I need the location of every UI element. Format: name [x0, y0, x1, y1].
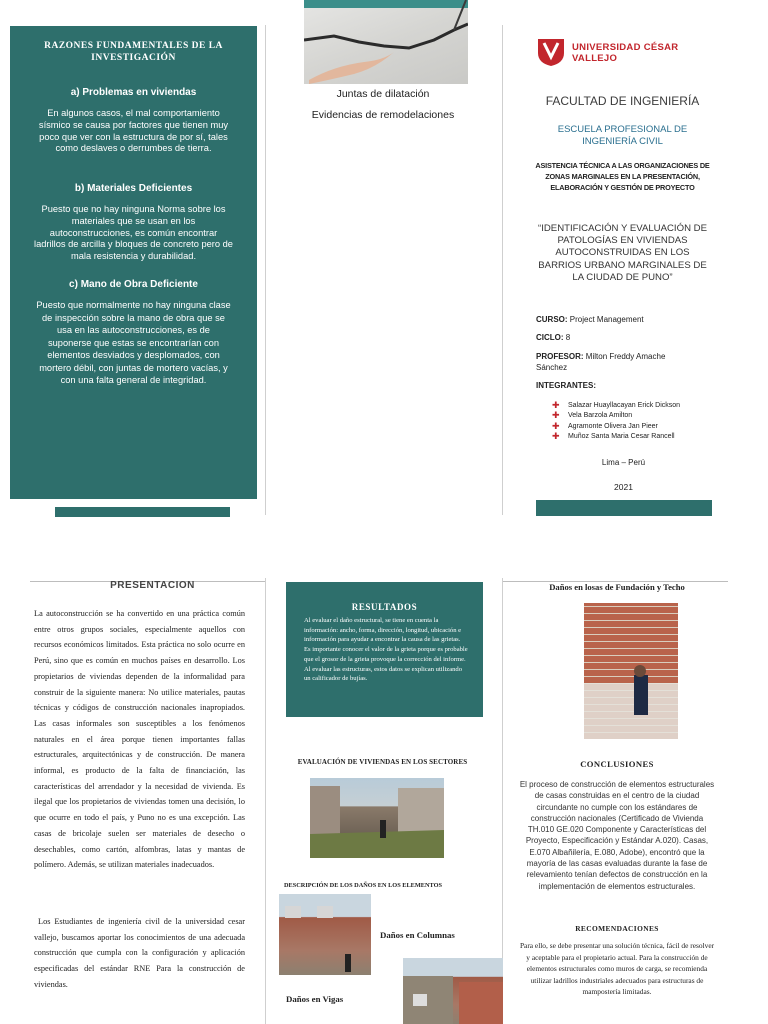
- section-body: Puesto que normalmente no hay ninguna clase de inspección sobre la mano de obra que se usa en las autoconstrucciones, es de suponerse que estas se encontrarían con elementos desviados y desplomados, con mortero débil, con juntas de mortero vacías, y con una falta general de integridad.: [36, 300, 231, 385]
- results-body: Al evaluar el daño estructural, se tiene en cuenta la información: ancho, forma, dirección, longitud, ubicación e información para ayudar a encontrar la causa de las grietas. Es importante conocer el valor de la grieta porque es probable que el grosor de la grieta provoque la corrección del informe. Al evaluar las estructuras, estos datos se explican utilizando un calificador de bujías.: [304, 617, 468, 683]
- university-name: UNIVERSIDAD CÉSAR VALLEJO: [572, 42, 679, 64]
- assistance-text: ASISTENCIA TÉCNICA A LAS ORGANIZACIONES DE ZONAS MARGINALES EN LA PRESENTACIÓN, ELABORACIÓN Y GESTIÓN DE PROYECTO: [535, 161, 710, 192]
- professor-label: PROFESOR:: [536, 352, 584, 361]
- results-title: RESULTADOS: [351, 602, 418, 612]
- members-label: INTEGRANTES:: [536, 381, 596, 390]
- beams-label: Daños en Vigas: [286, 994, 344, 1004]
- bullet-icon: ✚: [552, 400, 560, 411]
- school-name: ESCUELA PROFESIONAL DE INGENIERÍA CIVIL: [557, 124, 688, 147]
- course-value: Project Management: [569, 315, 644, 324]
- results-box: [286, 582, 483, 717]
- cycle-value: 8: [565, 333, 571, 342]
- project-title: “IDENTIFICACIÓN Y EVALUACIÓN DE PATOLOGÍAS EN VIVIENDAS AUTOCONSTRUIDAS EN LOS BARRIOS URBANO MARGINALES DE LA CIUDAD DE PUNO”: [538, 223, 707, 283]
- reasons-footer-bar: [55, 507, 230, 517]
- list-item: ✚ Muñoz Santa Maria Cesar Rancell: [552, 431, 675, 442]
- recommendations-title: RECOMENDACIONES: [575, 924, 659, 933]
- section-body: En algunos casos, el mal comportamiento sísmico se causa por factores que tienen muy poco que ver con la estructura de por sí, tales como deslaves o derrumbes de tierra.: [38, 108, 229, 154]
- caption-expansion-joints: Juntas de dilatación: [336, 88, 430, 100]
- university-logo: [536, 37, 566, 67]
- cycle-label: CICLO:: [536, 333, 564, 342]
- reasons-title: RAZONES FUNDAMENTALES DE LA INVESTIGACIÓN: [44, 41, 223, 63]
- course-label: CURSO:: [536, 315, 568, 324]
- columns-photo: [279, 894, 371, 975]
- professor-value: Milton Freddy Amache Sánchez: [536, 352, 666, 372]
- section-heading: c) Mano de Obra Deficiente: [69, 279, 198, 290]
- conclusions-body: El proceso de construcción de elementos estructurales de casas construidas en el centro de la ciudad circundante no cumple con los estándares de construcción nacionales (Certificado de Vivienda TH.010 GE.020 Componente y Características del Proyecto, Especificación y Estándar A.020). Casas, E.070 Albañilería, E.080, Adobe), encontró que la mayoría de las casas evaluadas durante la fase de relevamiento tenían defectos de construcción en la implementación de elementos estructurales.: [519, 780, 715, 891]
- recommendations-body: Para ello, se debe presentar una solución técnica, fácil de resolver y aceptable para el propietario actual. Para la construcción de elementos estructurales como muros de carga, se recomienda utilizar ladrillos industriales adecuados para estructuras de mampostería limitadas.: [519, 941, 715, 996]
- beams-photo: [403, 958, 503, 1024]
- evaluation-title: EVALUACIÓN DE VIVIENDAS EN LOS SECTORES: [297, 758, 468, 766]
- divider-top-left: [265, 25, 266, 515]
- slabs-photo: [584, 603, 678, 739]
- professor-line: [536, 351, 696, 373]
- description-title: DESCRIPCIÓN DE LOS DAÑOS EN LOS ELEMENTOS: [284, 882, 443, 889]
- list-item: ✚ Vela Barzola Amilton: [552, 410, 633, 421]
- conclusions-title: CONCLUSIONES: [580, 759, 654, 769]
- section-heading: a) Problemas en viviendas: [70, 87, 197, 98]
- divider-top-right: [502, 25, 503, 515]
- crack-photo: [304, 0, 468, 84]
- list-item: ✚ Agramonte Olivera Jan Pieer: [552, 420, 658, 431]
- bullet-icon: ✚: [552, 431, 560, 442]
- year: 2021: [614, 482, 633, 492]
- caption-remodeling: Evidencias de remodelaciones: [311, 109, 455, 121]
- street-photo: [310, 778, 444, 858]
- section-body: Puesto que no hay ninguna Norma sobre los materiales que se usan en los autoconstrucciones, es común encontrar ladrillos de arcilla y bloques de concreto pero de mala resistencia y durabilidad.: [34, 204, 233, 262]
- presentation-title: PRESENTACION: [110, 580, 195, 591]
- bullet-icon: ✚: [552, 410, 560, 421]
- presentation-paragraph: Los Estudiantes de ingeniería civil de la universidad cesar vallejo, buscamos aportar los conocimientos de una adecuada construcción que cumpla con la configuración y aplicación especificadas del estándar RNE Para la construcción de viviendas.: [34, 917, 245, 989]
- bullet-icon: ✚: [552, 420, 560, 431]
- city: Lima – Perú: [601, 458, 646, 467]
- section-heading: b) Materiales Deficientes: [74, 183, 193, 194]
- faculty-name: FACULTAD DE INGENIERÍA: [545, 94, 700, 108]
- presentation-paragraph: La autoconstrucción se ha convertido en una práctica común entre otros grupos sociales, especialmente aquellos con recursos económicos limitados. Esta práctica no solo ocurre en Perú, sino que es común en muchos países en desarrollo. Los propietarios de viviendas dependen de la informalidad para construir de la siguiente manera: No utilice materiales, pautas técnicas y códigos de construcción nacionales inapropiados. Las casas informales son susceptibles a los fenómenos naturales en el área porque tienen importantes fallas estructurales, arquitectónicas y de construcción. De manera informal, es producto de la falta de financiación, las características del arrendador y la necesidad de vivienda. Es ilegal que los propietarios de viviendas tomen una decisión, lo que ocurre en todo el país, y Puno no es una excepción. Las casas de bricolaje suelen ser materiales de desecho o desechables, como cartón, alfombras, latas y mantas de polímero. Además, se utilizan materiales inadecuados.: [34, 609, 245, 870]
- members-list: [552, 401, 722, 442]
- divider-bottom-left: [265, 578, 266, 1024]
- columns-label: Daños en Columnas: [380, 930, 455, 940]
- cover-footer-bar: [536, 500, 712, 516]
- cycle-line: [536, 333, 716, 342]
- list-item: ✚ Salazar Huayllacayan Erick Dickson: [552, 400, 681, 411]
- course-line: [536, 315, 716, 324]
- reasons-panel: [10, 26, 257, 499]
- slabs-title: Daños en losas de Fundación y Techo: [549, 582, 685, 592]
